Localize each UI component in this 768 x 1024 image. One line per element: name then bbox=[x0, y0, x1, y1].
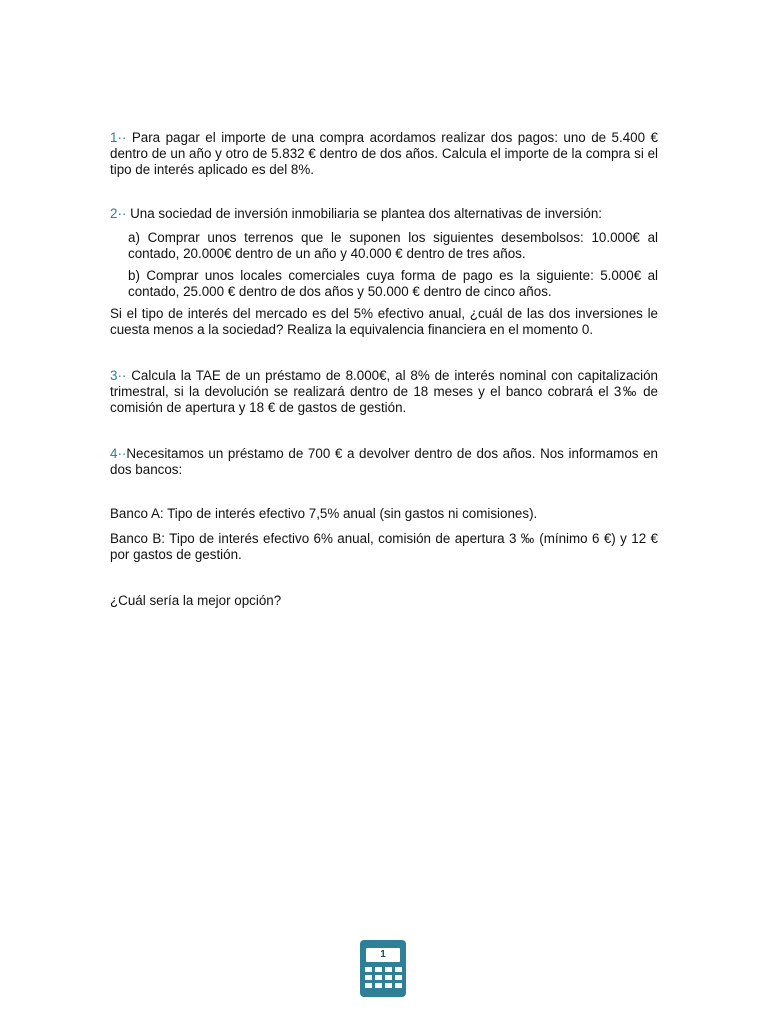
question-text: Necesitamos un préstamo de 700 € a devolver dentro de dos años. Nos informamos en dos bancos: bbox=[110, 446, 658, 477]
question-1 bbox=[110, 130, 658, 178]
question-4-prompt: ¿Cuál sería la mejor opción? bbox=[110, 593, 282, 608]
question-3 bbox=[110, 368, 658, 416]
question-2-prompt: Si el tipo de interés del mercado es del 5% efectivo anual, ¿cuál de las dos inversiones le cuesta menos a la sociedad? Realiza la equivalencia financiera en el momento 0. bbox=[110, 306, 658, 337]
question-dots: ·· bbox=[117, 368, 127, 383]
question-number: 2 bbox=[110, 206, 118, 221]
question-2 bbox=[110, 206, 658, 222]
option-b: b) Comprar unos locales comerciales cuya forma de pago es la siguiente: 5.000€ al contado, 25.000 € dentro de dos años y 50.000 € dentro de cinco años. bbox=[128, 268, 658, 299]
question-4 bbox=[110, 446, 658, 478]
question-dots: ·· bbox=[117, 206, 127, 221]
option-a: a) Comprar unos terrenos que le suponen los siguientes desembolsos: 10.000€ al contado, 20.000€ dentro de un año y 40.000 € dentro de tres años. bbox=[128, 230, 658, 261]
calculator-keys bbox=[365, 967, 401, 988]
question-text: Calcula la TAE de un préstamo de 8.000€, al 8% de interés nominal con capitalización trimestral, si la devolución se realizará dentro de 18 meses y el banco cobrará el 3‰ de comisión de apertura y 18 € de gastos de gestión. bbox=[110, 368, 658, 415]
question-text: Una sociedad de inversión inmobiliaria se plantea dos alternativas de inversión: bbox=[130, 206, 603, 221]
bank-b: Banco B: Tipo de interés efectivo 6% anual, comisión de apertura 3 ‰ (mínimo 6 €) y 12 € por gastos de gestión. bbox=[110, 531, 658, 562]
question-number: 3 bbox=[110, 368, 118, 383]
question-text: Para pagar el importe de una compra acordamos realizar dos pagos: uno de 5.400 € dentro de un año y otro de 5.832 € dentro de dos años. Calcula el importe de la compra si el tipo de interés aplicado es del 8%. bbox=[110, 130, 658, 177]
question-number: 1 bbox=[110, 130, 118, 145]
bank-a: Banco A: Tipo de interés efectivo 7,5% anual (sin gastos ni comisiones). bbox=[110, 506, 538, 521]
question-dots: ·· bbox=[117, 446, 127, 461]
calculator-icon bbox=[360, 940, 406, 997]
document-body bbox=[110, 130, 658, 609]
question-dots: ·· bbox=[117, 130, 127, 145]
page-number: 1 bbox=[366, 948, 400, 962]
question-number: 4 bbox=[110, 446, 118, 461]
